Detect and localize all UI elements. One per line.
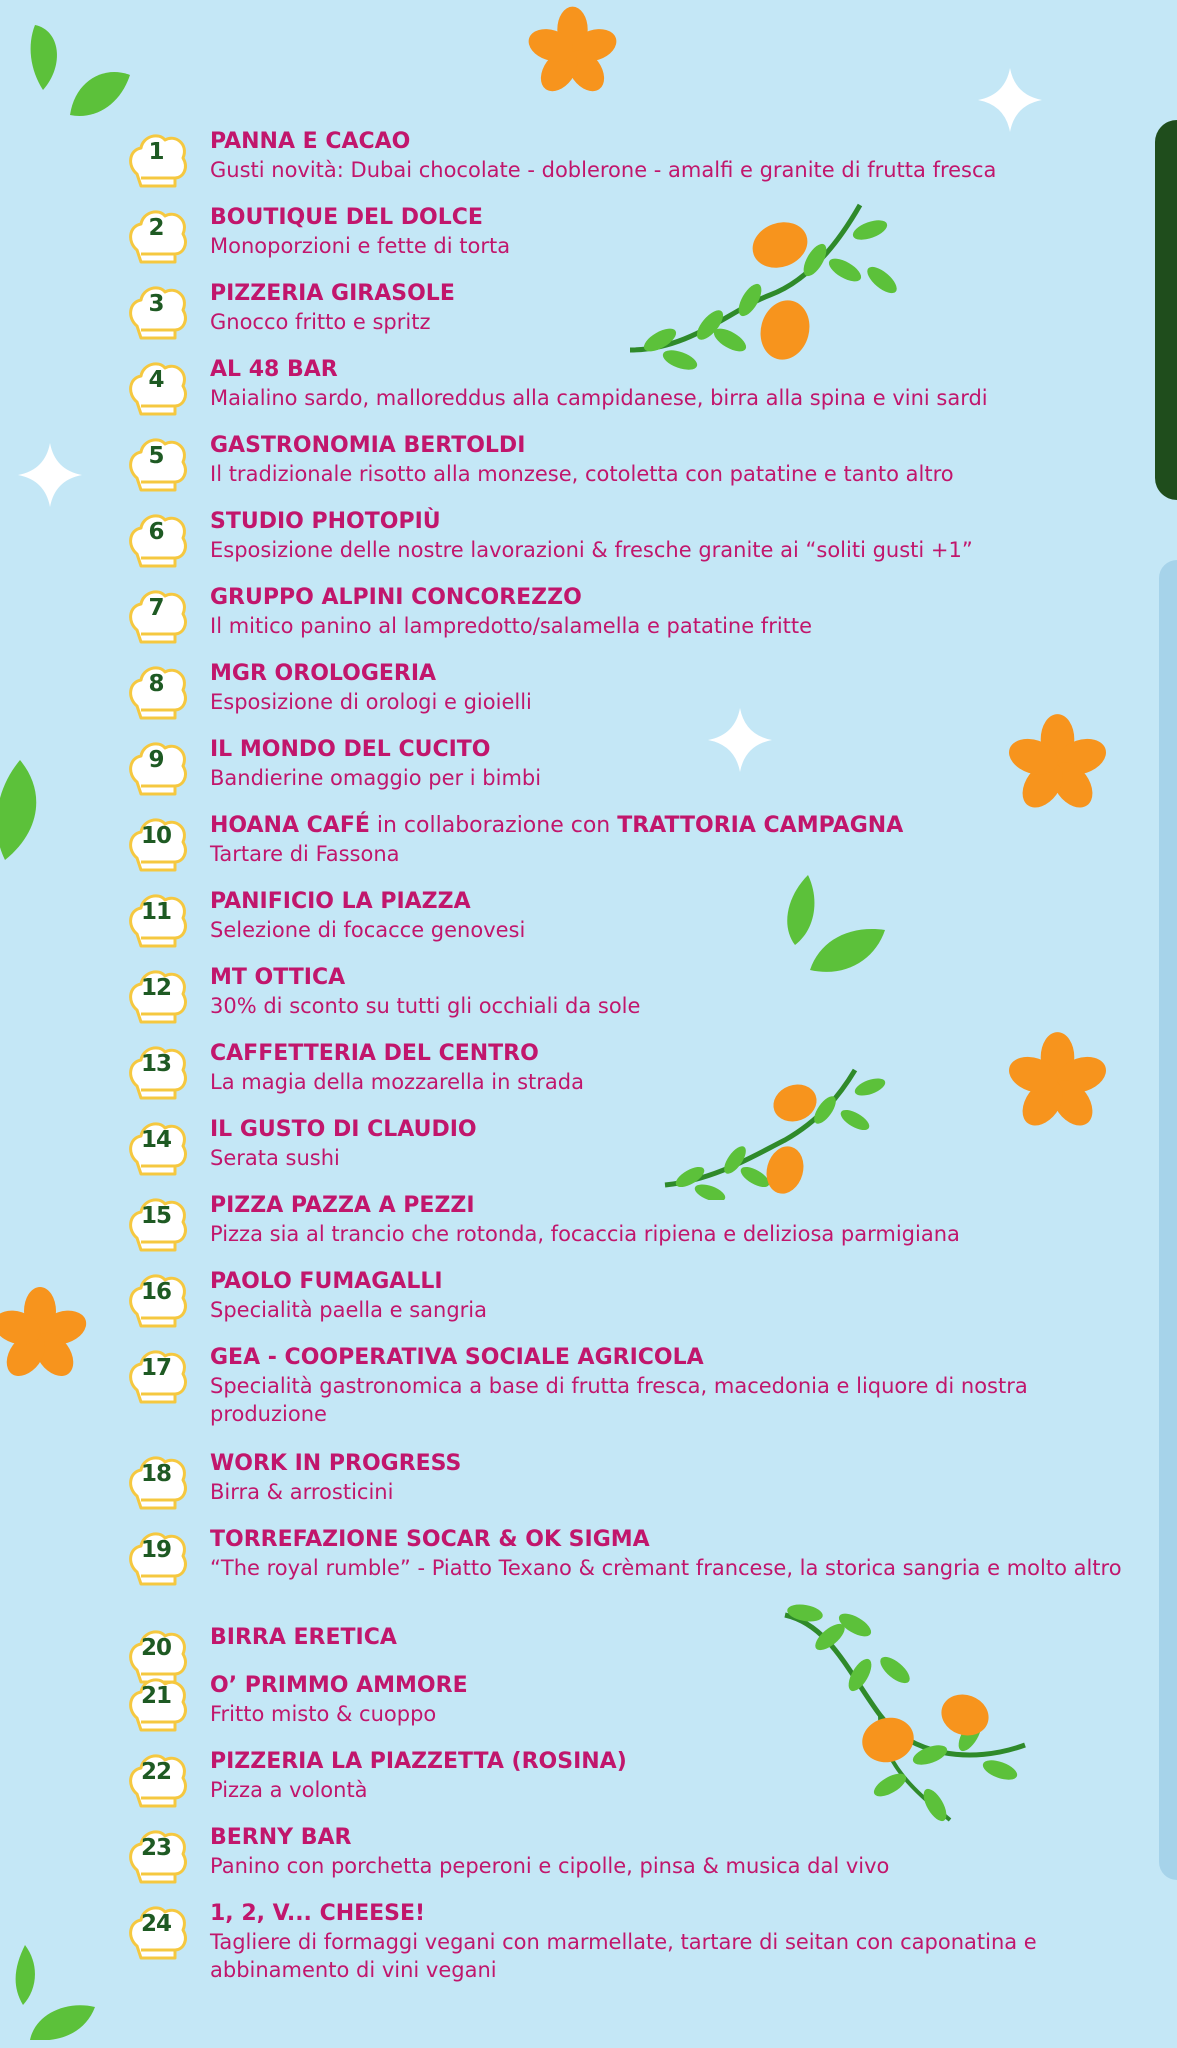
item-description: Gusti novità: Dubai chocolate - doblerone - amalfi e granite di frutta fresca	[210, 158, 997, 182]
chef-hat-badge	[127, 1824, 191, 1886]
item-description: Specialità gastronomica a base di frutta fresca, macedonia e liquore di nostra produzione	[210, 1374, 1028, 1426]
item-name-secondary: TRATTORIA CAMPAGNA	[617, 813, 904, 838]
item-description: Specialità paella e sangria	[210, 1298, 487, 1322]
item-description: Bandierine omaggio per i bimbi	[210, 766, 542, 790]
item-name-connector: in collaborazione con	[369, 813, 618, 838]
item-text	[210, 432, 1130, 488]
item-name: AL 48 BAR	[210, 357, 338, 382]
item-text	[210, 508, 1130, 564]
item-text	[210, 1344, 1130, 1428]
chef-hat-badge	[127, 128, 191, 190]
item-description: “The royal rumble” - Piatto Texano & crèmant francese, la storica sangria e molto altro	[210, 1556, 1122, 1580]
item-number: 20	[140, 1635, 171, 1661]
item-name: GRUPPO ALPINI CONCOREZZO	[210, 585, 582, 610]
item-description: Panino con porchetta peperoni e cipolle, pinsa & musica dal vivo	[210, 1854, 890, 1878]
item-description: La magia della mozzarella in strada	[210, 1070, 584, 1094]
item-number: 18	[140, 1461, 171, 1487]
item-number: 2	[148, 215, 164, 241]
item-name-primary: HOANA CAFÉ	[210, 813, 370, 838]
item-description: Tartare di Fassona	[210, 842, 400, 866]
item-description: Esposizione delle nostre lavorazioni & fresche granite ai “soliti gusti +1”	[210, 538, 973, 562]
chef-hat-badge	[127, 1900, 191, 1962]
item-name: GEA - COOPERATIVA SOCIALE AGRICOLA	[210, 1345, 704, 1370]
chef-hat-badge	[127, 736, 191, 798]
item-text	[210, 736, 1130, 792]
item-name: BOUTIQUE DEL DOLCE	[210, 205, 483, 230]
chef-hat-badge	[127, 1450, 191, 1512]
chef-hat-badge	[127, 204, 191, 266]
item-description: Fritto misto & cuoppo	[210, 1702, 437, 1726]
item-text	[210, 1192, 1130, 1248]
chef-hat-badge	[127, 584, 191, 646]
chef-hat-badge	[127, 964, 191, 1026]
item-text	[210, 888, 1130, 944]
item-text	[210, 1672, 1130, 1728]
item-text	[210, 1040, 1130, 1096]
item-name: MGR OROLOGERIA	[210, 661, 437, 686]
item-text	[210, 204, 1130, 260]
chef-hat-badge	[127, 1526, 191, 1588]
item-description: Tagliere di formaggi vegani con marmellate, tartare di seitan con caponatina e abbinamento di vini vegani	[210, 1930, 1037, 1982]
item-number: 4	[148, 367, 164, 393]
item-name: IL MONDO DEL CUCITO	[210, 737, 491, 762]
item-text	[210, 356, 1130, 412]
item-text	[210, 128, 1130, 184]
item-number: 9	[148, 747, 164, 773]
item-name: PANNA E CACAO	[210, 129, 411, 154]
item-description: Il mitico panino al lampredotto/salamella e patatine fritte	[210, 614, 813, 638]
item-text	[210, 964, 1130, 1020]
chef-hat-badge	[127, 432, 191, 494]
item-description: Esposizione di orologi e gioielli	[210, 690, 532, 714]
item-number: 11	[140, 899, 171, 925]
item-description: Selezione di focacce genovesi	[210, 918, 526, 942]
item-description: Pizza a volontà	[210, 1778, 368, 1802]
item-name: CAFFETTERIA DEL CENTRO	[210, 1041, 539, 1066]
item-name: MT OTTICA	[210, 965, 346, 990]
item-name: 1, 2, V... CHEESE!	[210, 1901, 426, 1926]
item-number: 16	[140, 1279, 171, 1305]
item-text	[210, 1748, 1130, 1804]
chef-hat-badge	[127, 1344, 191, 1406]
item-text	[210, 812, 1130, 868]
item-name: GASTRONOMIA BERTOLDI	[210, 433, 526, 458]
item-text	[210, 584, 1130, 640]
item-description: Serata sushi	[210, 1146, 340, 1170]
item-text	[210, 280, 1130, 336]
item-name: WORK IN PROGRESS	[210, 1451, 462, 1476]
item-text	[210, 1824, 1130, 1880]
item-number: 12	[140, 975, 171, 1001]
item-number: 22	[140, 1759, 171, 1785]
item-description: 30% di sconto su tutti gli occhiali da sole	[210, 994, 641, 1018]
item-number: 14	[140, 1127, 171, 1153]
item-description: Il tradizionale risotto alla monzese, cotoletta con patatine e tanto altro	[210, 462, 954, 486]
item-number: 17	[140, 1355, 171, 1381]
item-number: 24	[140, 1911, 171, 1937]
chef-hat-badge	[127, 888, 191, 950]
item-number: 6	[148, 519, 164, 545]
item-name: STUDIO PHOTOPIÙ	[210, 509, 441, 534]
item-description: Pizza sia al trancio che rotonda, focaccia ripiena e deliziosa parmigiana	[210, 1222, 960, 1246]
item-number: 10	[140, 823, 171, 849]
item-number: 15	[140, 1203, 171, 1229]
item-name	[210, 812, 1130, 840]
chef-hat-badge	[127, 280, 191, 342]
item-name: PIZZERIA LA PIAZZETTA (ROSINA)	[210, 1749, 627, 1774]
item-number: 21	[140, 1683, 171, 1709]
item-text	[210, 1116, 1130, 1172]
item-number: 13	[140, 1051, 171, 1077]
item-name: O’ PRIMMO AMMORE	[210, 1673, 468, 1698]
chef-hat-badge	[127, 1040, 191, 1102]
item-name: PIZZERIA GIRASOLE	[210, 281, 455, 306]
chef-hat-badge	[127, 1116, 191, 1178]
item-description: Birra & arrosticini	[210, 1480, 394, 1504]
item-text	[210, 1450, 1130, 1506]
item-number: 3	[148, 291, 164, 317]
item-text	[210, 1624, 1130, 1652]
item-name: PAOLO FUMAGALLI	[210, 1269, 443, 1294]
item-number: 7	[148, 595, 164, 621]
item-number: 1	[148, 139, 164, 165]
chef-hat-badge	[127, 1672, 191, 1734]
item-number: 5	[148, 443, 164, 469]
item-text	[210, 1268, 1130, 1324]
chef-hat-badge	[127, 1268, 191, 1330]
item-number: 8	[148, 671, 164, 697]
chef-hat-badge	[127, 1192, 191, 1254]
item-name: BIRRA ERETICA	[210, 1625, 397, 1650]
item-name: IL GUSTO DI CLAUDIO	[210, 1117, 477, 1142]
chef-hat-badge	[127, 508, 191, 570]
item-number: 19	[140, 1537, 171, 1563]
item-description: Monoporzioni e fette di torta	[210, 234, 511, 258]
chef-hat-badge	[127, 812, 191, 874]
item-text	[210, 660, 1130, 716]
item-description: Maialino sardo, malloreddus alla campidanese, birra alla spina e vini sardi	[210, 386, 988, 410]
item-name: TORREFAZIONE SOCAR & OK SIGMA	[210, 1527, 650, 1552]
item-name: PANIFICIO LA PIAZZA	[210, 889, 471, 914]
item-description: Gnocco fritto e spritz	[210, 310, 431, 334]
chef-hat-badge	[127, 356, 191, 418]
item-name: BERNY BAR	[210, 1825, 352, 1850]
item-name: PIZZA PAZZA A PEZZI	[210, 1193, 475, 1218]
item-text	[210, 1526, 1130, 1582]
chef-hat-badge	[127, 1748, 191, 1810]
item-text	[210, 1900, 1130, 1984]
item-number: 23	[140, 1835, 171, 1861]
chef-hat-badge	[127, 660, 191, 722]
